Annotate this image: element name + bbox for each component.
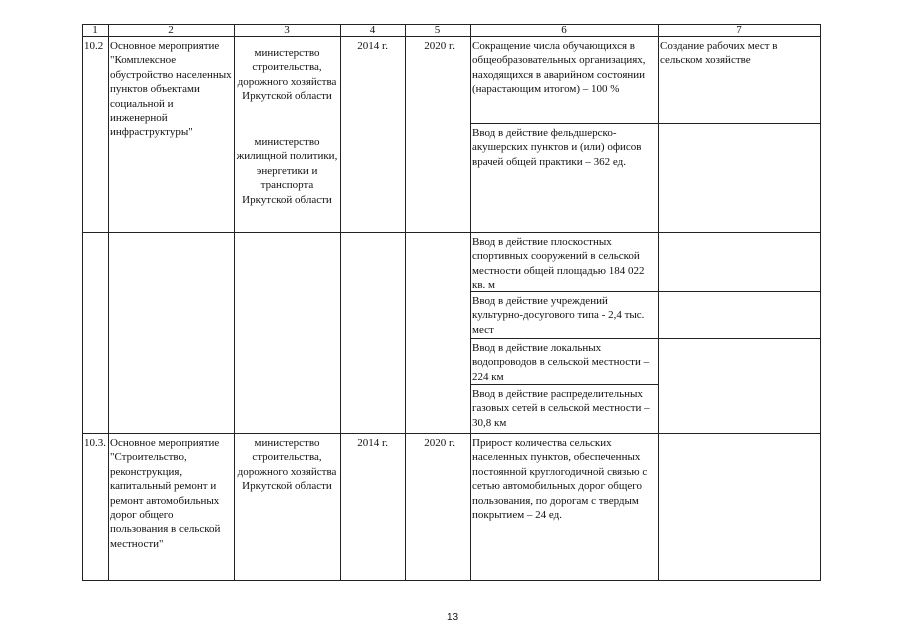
header-col-5: 5 <box>434 24 441 36</box>
row-10-2-col7: Создание рабочих мест в сельском хозяйстве <box>660 40 778 67</box>
row-10-2-measure: Основное мероприятие "Комплексное обустройство населенных пунктов объектами социальной и инженерной инфраструктуры" <box>110 40 232 139</box>
row-10-2-result-medical: Ввод в действие фельдшерско-акушерских пунктов и (или) офисов врачей общей практики – 362 ед. <box>472 127 642 168</box>
row-10-2-executor-construction: министерство строительства, дорожного хозяйства Иркутской области <box>237 47 337 103</box>
row-10-3-start-year: 2014 г. <box>357 437 388 449</box>
row-10-3-number: 10.3. <box>84 437 106 449</box>
header-col-2: 2 <box>168 24 174 36</box>
row-10-3-end-year: 2020 г. <box>424 437 455 449</box>
row-10-2-executor-housing: министерство жилищной политики, энергетики и транспорта Иркутской области <box>236 136 338 206</box>
row-10-2-result-water: Ввод в действие локальных водопроводов в сельской местности – 224 км <box>472 342 650 383</box>
row-10-3-result-roads: Прирост количества сельских населенных пунктов, обеспеченных постоянной круглогодичной связью с сетью автомобильных дорог общего пользования, по дорогам с твердым покрытием – 24 ед. <box>472 437 648 522</box>
row-10-2-result-sports: Ввод в действие плоскостных спортивных сооружений в сельской местности общей площадью 184 022 кв. м <box>472 236 645 292</box>
header-col-3: 3 <box>284 24 290 36</box>
page-number: 13 <box>446 612 459 623</box>
header-col-7: 7 <box>736 24 742 36</box>
row-10-2-end-year: 2020 г. <box>424 40 455 52</box>
row-10-2-start-year: 2014 г. <box>357 40 388 52</box>
header-col-6: 6 <box>561 24 567 36</box>
row-10-2-result-schools: Сокращение числа обучающихся в общеобразовательных организациях, находящихся в аварийном состоянии (нарастающим итогом) – 100 % <box>472 40 646 96</box>
row-10-2-result-culture: Ввод в действие учреждений культурно-досугового типа - 2,4 тыс. мест <box>472 295 645 336</box>
row-10-2-result-gas: Ввод в действие распределительных газовых сетей в сельской местности – 30,8 км <box>472 388 650 429</box>
row-10-3-measure: Основное мероприятие "Строительство, реконструкция, капитальный ремонт и ремонт автомобильных дорог общего пользования в сельской местности" <box>110 437 221 550</box>
header-col-1: 1 <box>92 24 98 36</box>
row-10-3-executor: министерство строительства, дорожного хозяйства Иркутской области <box>237 437 337 493</box>
row-10-2-number: 10.2 <box>84 40 104 52</box>
header-col-4: 4 <box>369 24 376 36</box>
